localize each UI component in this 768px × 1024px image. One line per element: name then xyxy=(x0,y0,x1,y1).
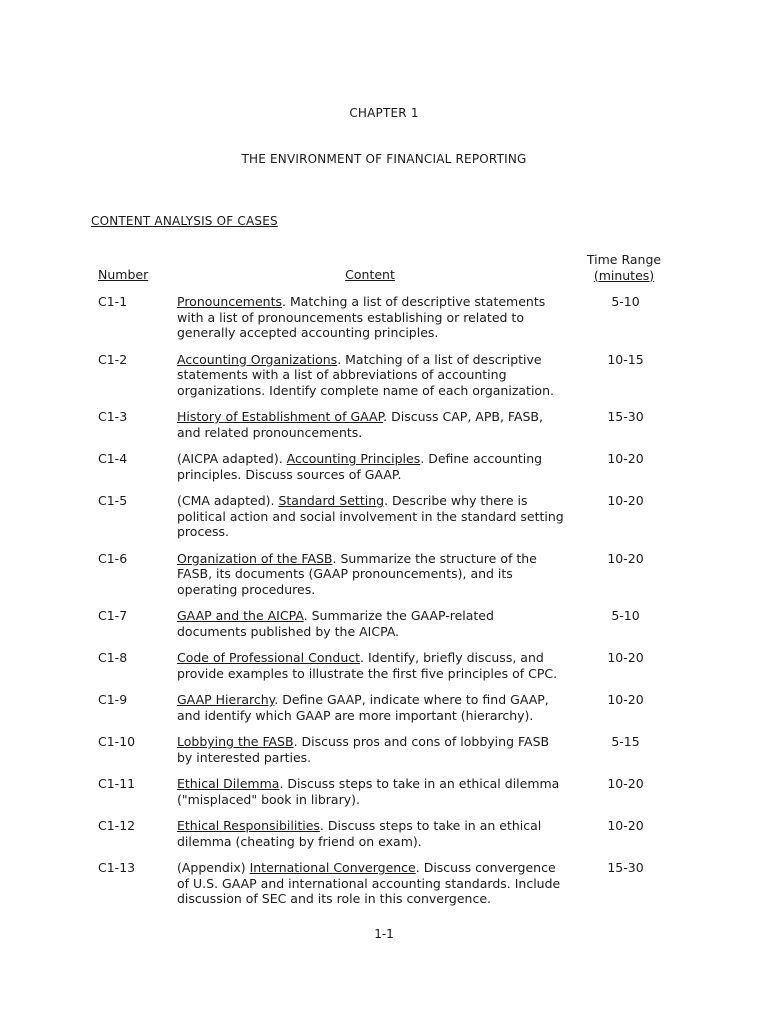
case-number: C1-7 xyxy=(98,608,128,623)
case-description xyxy=(177,818,567,849)
case-row xyxy=(98,352,678,399)
case-topic: Accounting Organizations xyxy=(177,351,338,367)
case-number: C1-9 xyxy=(98,692,128,707)
case-list xyxy=(98,294,678,918)
case-topic: Standard Setting xyxy=(278,493,385,508)
chapter-subtitle: THE ENVIRONMENT OF FINANCIAL REPORTING xyxy=(241,152,527,166)
column-header-number: Number xyxy=(98,267,149,282)
case-row xyxy=(98,734,678,765)
case-topic: Code of Professional Conduct xyxy=(177,650,361,665)
case-text: . Discuss steps to take in an ethical dilemma (cheating by friend on exam). xyxy=(177,818,542,849)
case-text: . Discuss steps to take in an ethical dilemma ("misplaced" book in library). xyxy=(177,776,560,807)
case-description xyxy=(177,352,567,399)
column-header-time-line2: (minutes) xyxy=(593,267,655,283)
case-number: C1-3 xyxy=(98,409,128,424)
page-number: 1-1 xyxy=(374,927,394,941)
case-number: C1-13 xyxy=(98,860,136,875)
case-text: . Matching a list of descriptive statements with a list of pronouncements establishing or related to generally accepted accounting principles. xyxy=(177,294,546,340)
case-text: . Describe why there is political action and social involvement in the standard setting process. xyxy=(177,493,564,539)
case-topic: Pronouncements xyxy=(177,294,283,309)
case-number: C1-1 xyxy=(98,294,128,309)
case-topic: GAAP Hierarchy xyxy=(177,692,275,707)
case-text: . Matching of a list of descriptive statements with a list of abbreviations of accounting organizations. Identify complete name of each organization. xyxy=(177,351,554,398)
case-time-range: 5-10 xyxy=(611,608,640,623)
case-topic: GAAP and the AICPA xyxy=(177,608,304,623)
case-time-range: 10-20 xyxy=(607,776,644,791)
case-time-range: 10-20 xyxy=(607,692,644,707)
case-text: . Discuss pros and cons of lobbying FASB by interested parties. xyxy=(177,734,550,765)
case-number: C1-5 xyxy=(98,493,128,508)
case-description xyxy=(177,493,567,540)
case-text: . Define GAAP, indicate where to find GAAP, and identify which GAAP are more important (hierarchy). xyxy=(177,692,549,723)
case-topic: Ethical Dilemma xyxy=(177,776,280,791)
case-row xyxy=(98,650,678,681)
case-row xyxy=(98,451,678,482)
case-time-range: 5-10 xyxy=(611,294,640,309)
case-description xyxy=(177,734,567,765)
case-prefix: (Appendix) xyxy=(177,860,250,875)
case-text: . Identify, briefly discuss, and provide examples to illustrate the first five principles of CPC. xyxy=(177,650,558,681)
case-time-range: 15-30 xyxy=(607,860,644,875)
case-text: . Discuss CAP, APB, FASB, and related pronouncements. xyxy=(177,409,543,440)
case-time-range: 10-20 xyxy=(607,550,644,566)
case-row xyxy=(98,776,678,807)
case-prefix: (CMA adapted). xyxy=(177,493,279,508)
case-topic: Accounting Principles xyxy=(286,451,421,466)
case-topic: Lobbying the FASB xyxy=(177,734,294,749)
case-text: . Define accounting principles. Discuss sources of GAAP. xyxy=(177,451,543,482)
case-number: C1-2 xyxy=(98,351,128,367)
case-row xyxy=(98,692,678,723)
case-time-range: 10-20 xyxy=(607,650,644,665)
case-number: C1-10 xyxy=(98,734,136,749)
chapter-title: CHAPTER 1 xyxy=(349,106,419,120)
column-header-time-line1: Time Range xyxy=(586,252,662,267)
column-header-time-range xyxy=(570,252,678,283)
case-row xyxy=(98,860,678,907)
case-time-range: 10-15 xyxy=(607,351,644,367)
case-row xyxy=(98,409,678,440)
case-text: . Discuss convergence of U.S. GAAP and international accounting standards. Include discussion of SEC and its role in this convergence. xyxy=(177,860,561,906)
case-description xyxy=(177,776,567,807)
case-description xyxy=(177,650,567,681)
case-topic: History of Establishment of GAAP xyxy=(177,409,384,424)
case-text: . Summarize the GAAP-related documents published by the AICPA. xyxy=(177,608,494,639)
case-description xyxy=(177,294,567,341)
case-time-range: 10-20 xyxy=(607,818,644,833)
section-heading: CONTENT ANALYSIS OF CASES xyxy=(91,214,278,228)
case-time-range: 15-30 xyxy=(607,409,644,424)
case-text: . Summarize the structure of the FASB, its documents (GAAP pronouncements), and its operating procedures. xyxy=(177,550,537,597)
case-row xyxy=(98,493,678,540)
column-header-content: Content xyxy=(345,267,395,282)
case-prefix: (AICPA adapted). xyxy=(177,451,287,466)
case-row xyxy=(98,294,678,341)
case-description xyxy=(177,409,567,440)
case-number: C1-6 xyxy=(98,550,128,566)
case-topic: International Convergence xyxy=(249,860,416,875)
case-number: C1-12 xyxy=(98,818,136,833)
case-description xyxy=(177,551,567,598)
case-row xyxy=(98,608,678,639)
case-topic: Organization of the FASB xyxy=(177,550,333,566)
case-number: C1-8 xyxy=(98,650,128,665)
case-description xyxy=(177,860,567,907)
case-topic: Ethical Responsibilities xyxy=(177,818,320,833)
case-time-range: 5-15 xyxy=(611,734,640,749)
case-description xyxy=(177,608,567,639)
case-time-range: 10-20 xyxy=(607,451,644,466)
case-row xyxy=(98,551,678,598)
case-time-range: 10-20 xyxy=(607,493,644,508)
case-row xyxy=(98,818,678,849)
case-description xyxy=(177,692,567,723)
case-description xyxy=(177,451,567,482)
case-number: C1-11 xyxy=(98,776,136,791)
case-number: C1-4 xyxy=(98,451,128,466)
